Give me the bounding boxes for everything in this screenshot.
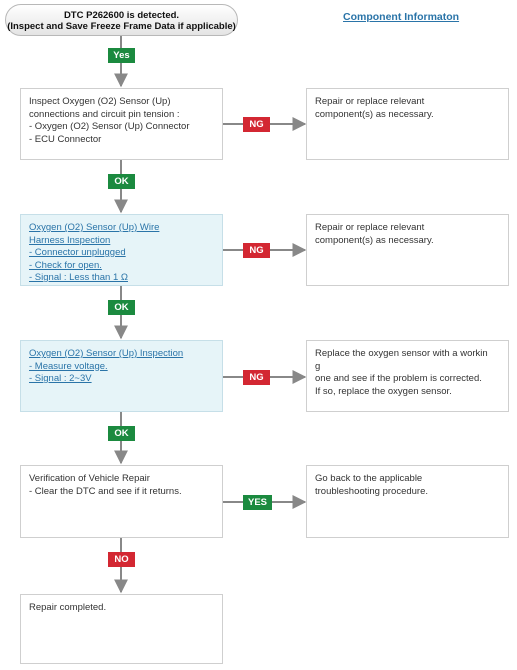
step2-result-line: component(s) as necessary. (315, 234, 434, 246)
step1-inspect-connections (20, 88, 223, 160)
no-badge: NO (108, 552, 135, 567)
step1-line: - Oxygen (O2) Sensor (Up) Connector (29, 121, 190, 132)
component-information-link[interactable]: Component Informaton (343, 11, 460, 23)
ng-badge: NG (243, 370, 270, 385)
step2-result-line: Repair or replace relevant (315, 222, 425, 233)
step4-line: - Clear the DTC and see if it returns. (29, 485, 182, 497)
step1-line: connections and circuit pin tension : (29, 108, 180, 120)
step2-wire-harness-inspection[interactable] (20, 214, 223, 286)
step2-line[interactable]: - Connector unplugged (29, 247, 126, 258)
step3-line[interactable]: Oxygen (O2) Sensor (Up) Inspection (29, 348, 184, 359)
step1-line: Inspect Oxygen (O2) Sensor (Up) (29, 96, 171, 107)
step3-result-line: If so, replace the oxygen sensor. (315, 385, 452, 397)
step3-line[interactable]: - Measure voltage. (29, 360, 108, 372)
step4-line: Verification of Vehicle Repair (29, 473, 150, 484)
yes-badge: Yes (108, 48, 135, 63)
ng-badge: NG (243, 117, 270, 132)
step2-result-box (306, 214, 509, 286)
yes-caps-badge: YES (243, 495, 272, 510)
ok-badge: OK (108, 174, 135, 189)
step3-result-line: g (315, 360, 321, 372)
step3-line[interactable]: - Signal : 2~3V (29, 373, 92, 384)
step4-result-box (306, 465, 509, 538)
ng-badge: NG (243, 243, 270, 258)
step1-result-line: Repair or replace relevant (315, 96, 425, 107)
final-line: Repair completed. (29, 602, 107, 613)
step3-result-line: one and see if the problem is corrected. (315, 373, 482, 384)
start-line-2: (Inspect and Save Freeze Frame Data if applicable) (7, 21, 236, 32)
step2-line[interactable]: Oxygen (O2) Sensor (Up) Wire (29, 222, 160, 233)
step2-line[interactable]: Harness Inspection (29, 234, 111, 246)
step3-result-line: Replace the oxygen sensor with a workin (315, 348, 488, 359)
ok-badge: OK (108, 426, 135, 441)
step1-result-box (306, 88, 509, 160)
step4-result-line: Go back to the applicable (315, 473, 423, 484)
step3-sensor-inspection[interactable] (20, 340, 223, 412)
step1-line: - ECU Connector (29, 133, 102, 145)
start-line-1: DTC P262600 is detected. (63, 10, 180, 21)
step4-result-line: troubleshooting procedure. (315, 485, 429, 497)
step4-verification-of-repair (20, 465, 223, 538)
step1-result-line: component(s) as necessary. (315, 108, 434, 120)
step3-result-box (306, 340, 509, 412)
final-repair-completed (20, 594, 223, 664)
start-dtc-detected (5, 4, 238, 36)
step2-line[interactable]: - Check for open. (29, 259, 102, 271)
step2-line[interactable]: - Signal : Less than 1 Ω (29, 272, 128, 283)
ok-badge: OK (108, 300, 135, 315)
